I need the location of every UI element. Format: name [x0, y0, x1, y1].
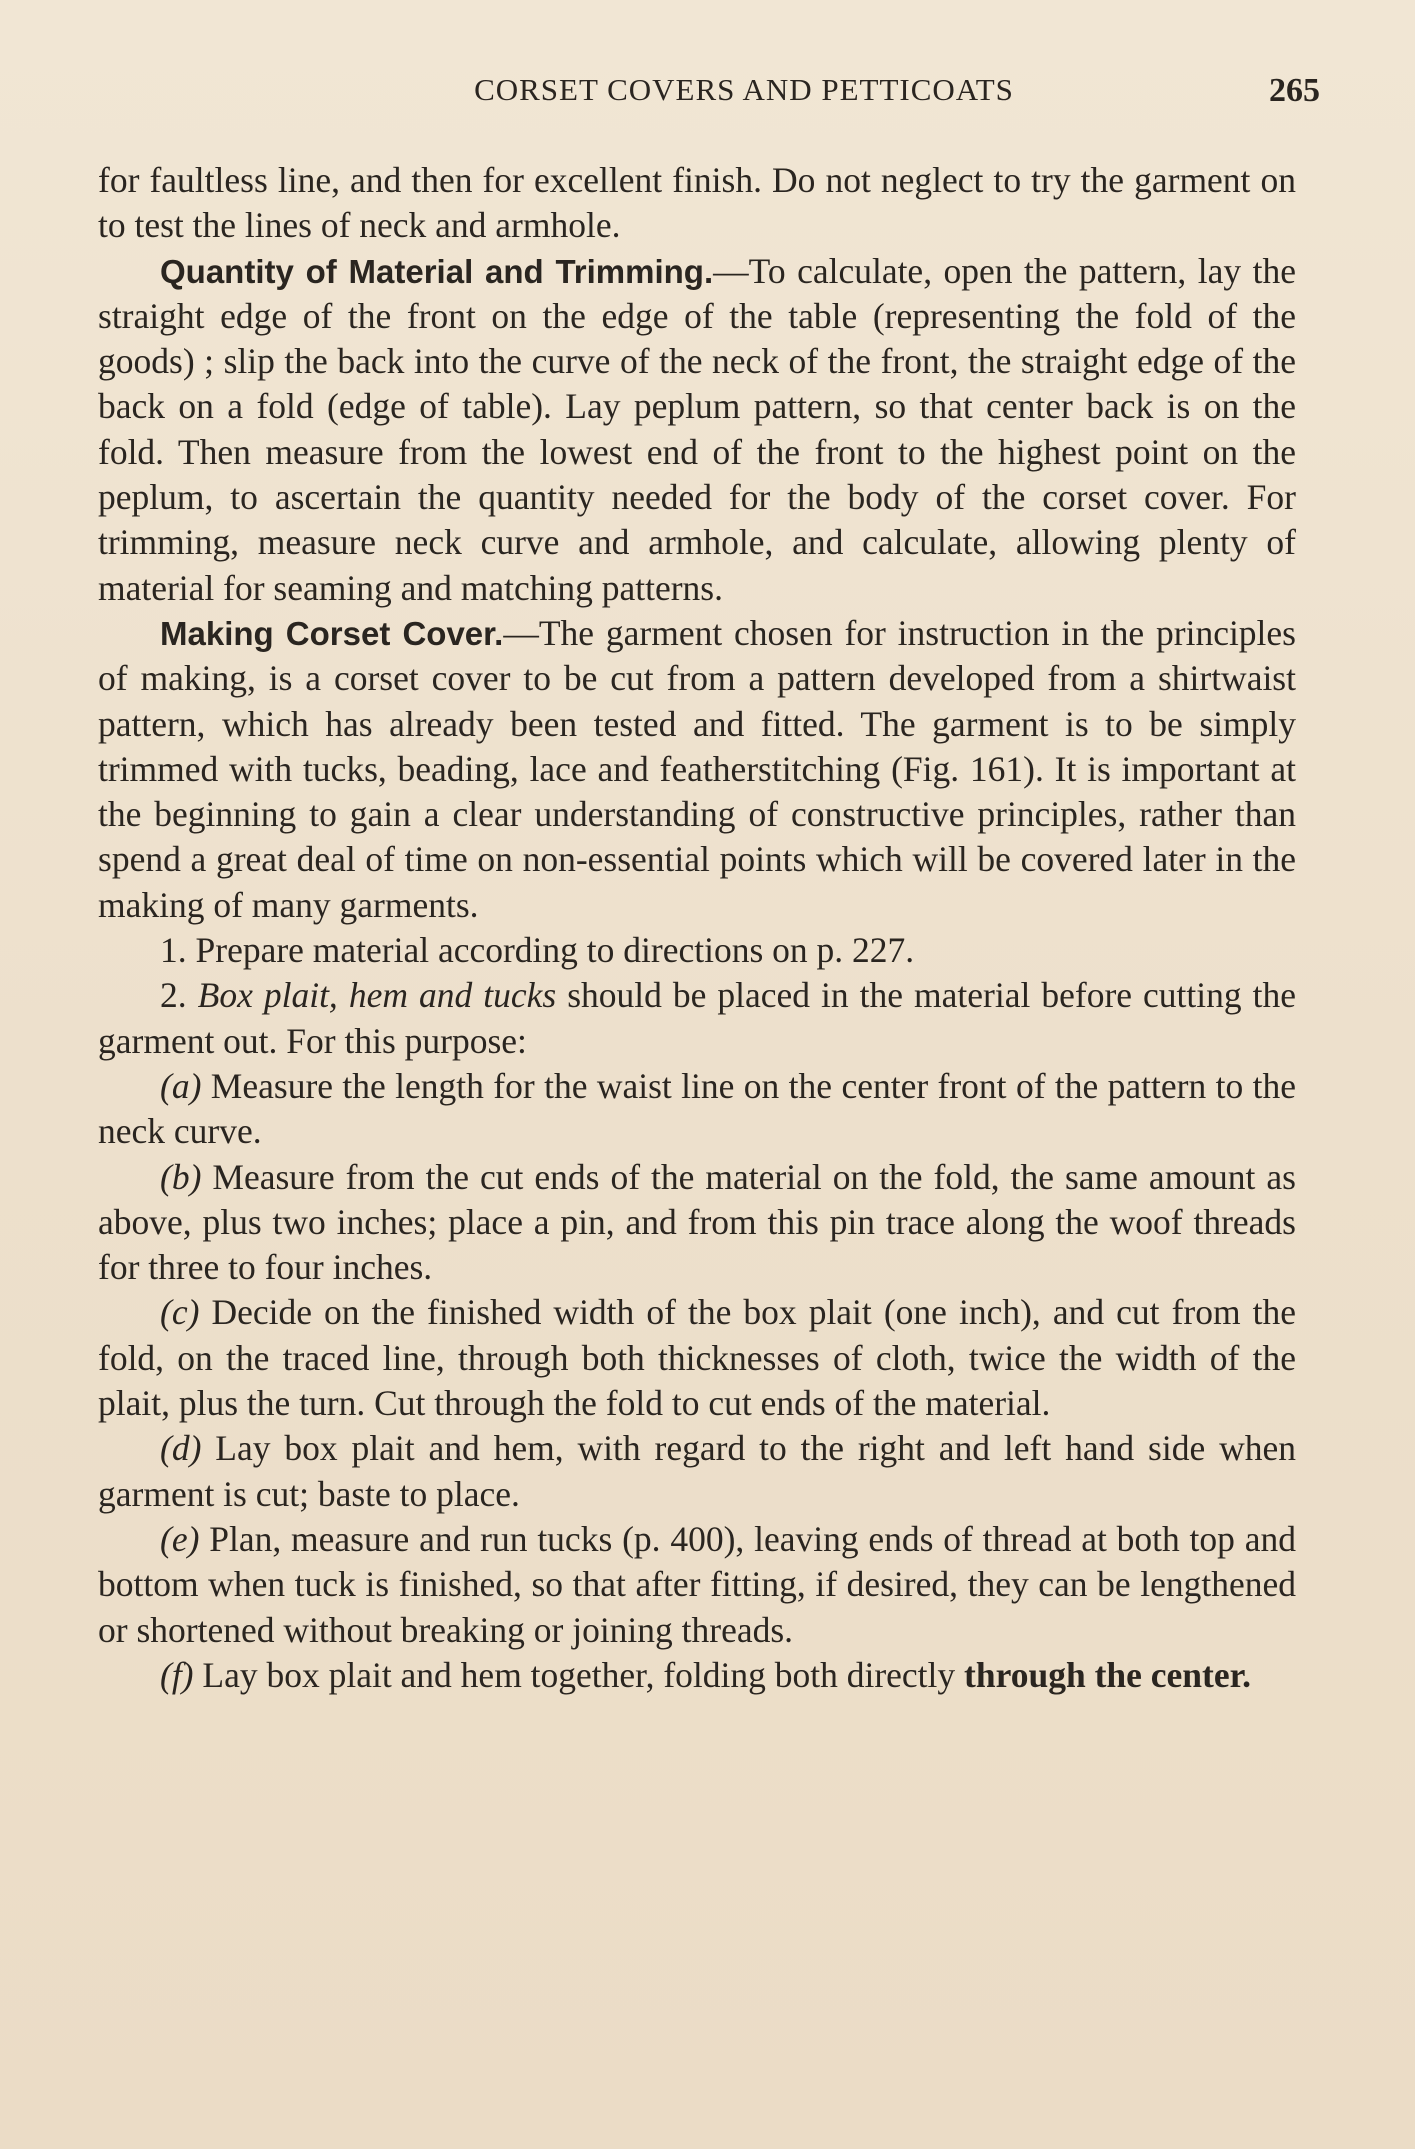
step-2 [98, 973, 1296, 1064]
paragraph-text: Decide on the finished width of the box plait (one inch), and cut from the fold, on the traced line, through both thicknesses of cloth, twice the width of the plait, plus the turn. Cut through the fold to cut ends of the material. [98, 1292, 1296, 1424]
paragraph-text: Lay box plait and hem together, folding both directly [193, 1654, 965, 1695]
paragraph-text: —To calculate, open the pattern, lay the straight edge of the front on the edge of the table (representing the fold of the goods) ; slip the back into the curve of the neck of the front, the straight edge of the back on a fold (edge of table). Lay peplum pattern, so that center back is on the fold. Then measure from the lowest end of the front to the highest point on the peplum, to ascertain the quantity needed for the body of the corset cover. For trimming, measure neck curve and armhole, and calculate, allowing plenty of material for seaming and matching patterns. [98, 250, 1296, 608]
substep-f [98, 1653, 1296, 1698]
paragraph-text: Measure from the cut ends of the material on the fold, the same amount as above, plus two inches; place a pin, and from this pin trace along the woof threads for three to four inches. [98, 1156, 1296, 1288]
page-number: 265 [1269, 72, 1320, 109]
section-heading: Making Corset Cover. [160, 614, 504, 652]
substep-label: (c) [160, 1292, 200, 1333]
paragraph-text: Lay box plait and hem, with regard to the right and left hand side when garment is cut; baste to place. [98, 1428, 1296, 1514]
substep-label: (a) [160, 1065, 202, 1106]
substep-b [98, 1155, 1296, 1291]
page-body [98, 158, 1296, 1698]
substep-label: (f) [160, 1654, 194, 1695]
substep-c [98, 1290, 1296, 1426]
paragraph-making-corset-cover [98, 611, 1296, 928]
paragraph-text: for faultless line, and then for excellent finish. Do not neglect to try the garment on to test the lines of neck and armhole. [98, 160, 1296, 246]
paragraph-text: 1. Prepare material according to directions on p. 227. [160, 930, 915, 971]
step-number: 2. [160, 975, 198, 1016]
substep-label: (e) [160, 1518, 200, 1559]
substep-a [98, 1064, 1296, 1155]
step-emphasis: Box plait, hem and tucks [197, 975, 557, 1016]
paragraph-text-end: through the center. [964, 1654, 1251, 1695]
page-header [98, 72, 1320, 114]
paragraph-quantity-of-material [98, 249, 1296, 611]
paragraph-text: Plan, measure and run tucks (p. 400), leaving ends of thread at both top and bottom when tuck is finished, so that after fitting, if desired, they can be lengthened or shortened without breaking or joining threads. [98, 1518, 1296, 1650]
substep-label: (b) [160, 1156, 202, 1197]
running-head: CORSET COVERS AND PETTICOATS [474, 72, 1014, 107]
substep-d [98, 1426, 1296, 1517]
paragraph-continuation [98, 158, 1296, 249]
paragraph-text: Measure the length for the waist line on the center front of the pattern to the neck curve. [98, 1065, 1296, 1152]
paragraph-text: should be placed in the material before cutting the garment out. For this purpose: [98, 975, 1297, 1061]
section-heading: Quantity of Material and Trimming. [160, 252, 714, 290]
substep-label: (d) [160, 1428, 202, 1469]
substep-e [98, 1517, 1296, 1653]
paragraph-text: —The garment chosen for instruction in the principles of making, is a corset cover to be cut from a pattern developed from a shirtwaist pattern, which has already been tested and fitted. The garment is to be simply trimmed with tucks, beading, lace and featherstitching (Fig. 161). It is important at the beginning to gain a clear understanding of constructive principles, rather than spend a great deal of time on non-essential points which will be covered later in the making of many garments. [98, 612, 1296, 925]
step-1 [98, 928, 1296, 973]
